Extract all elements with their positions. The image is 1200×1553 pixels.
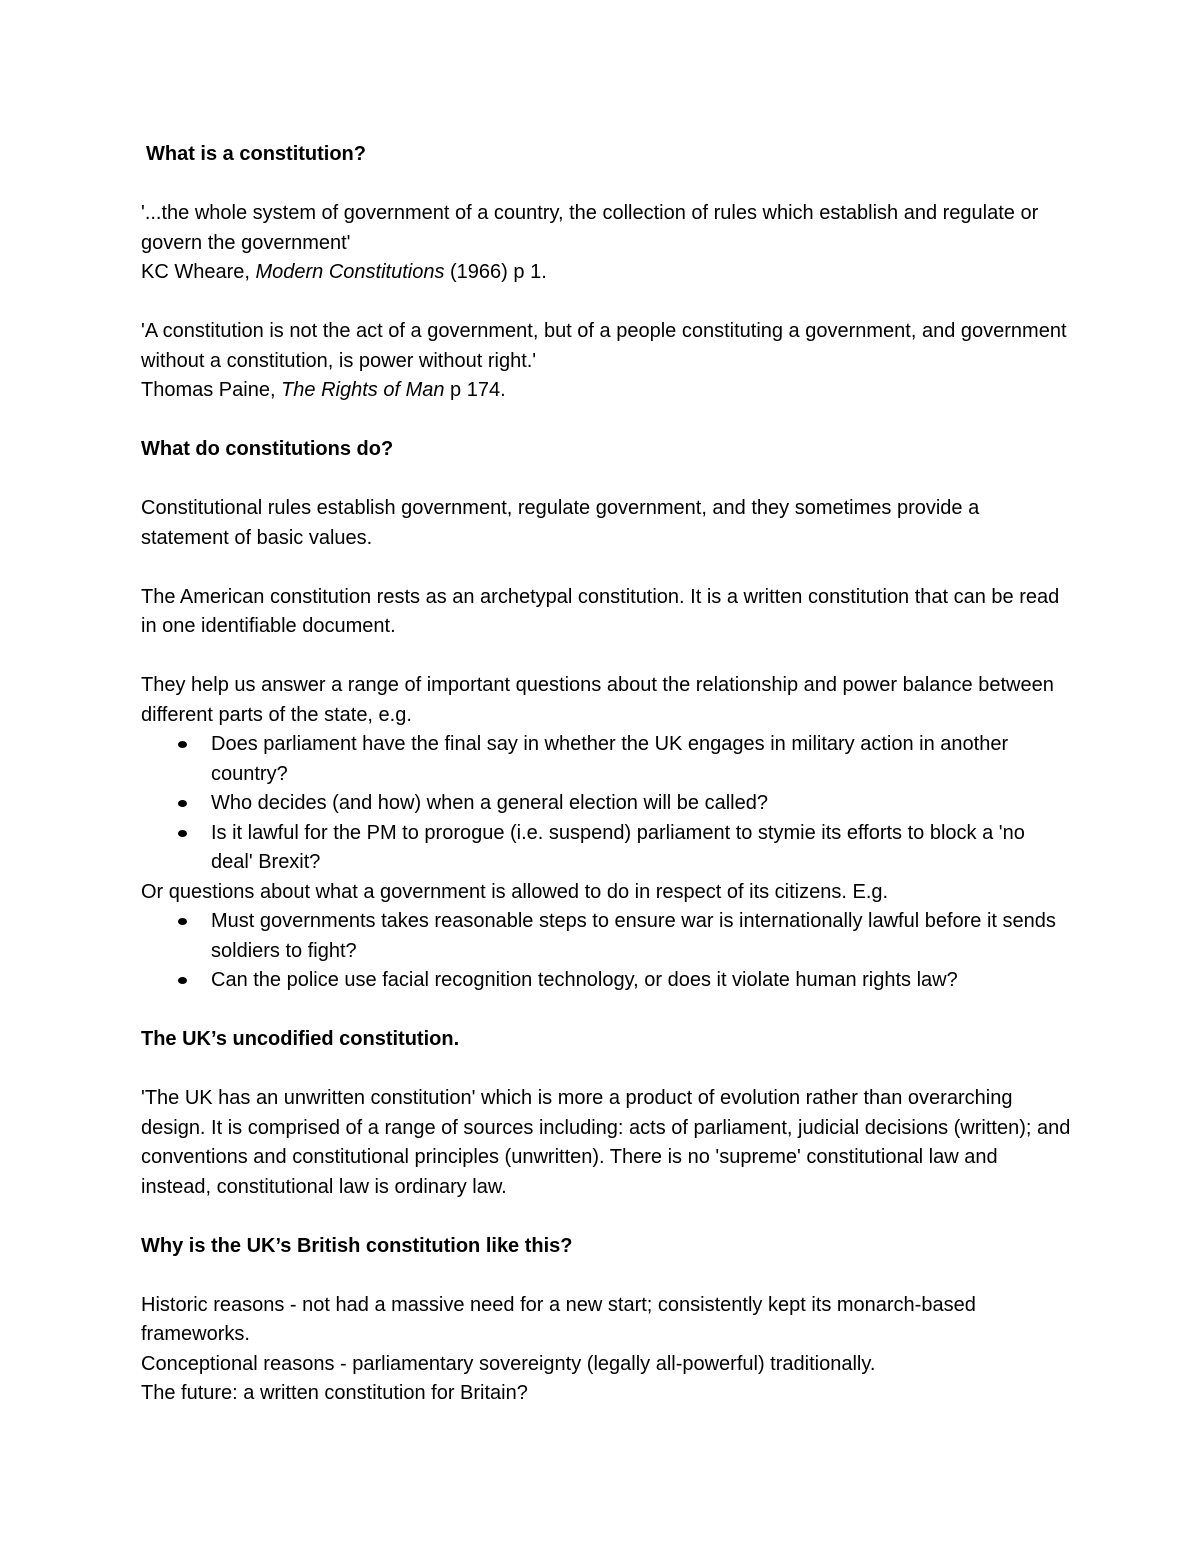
list-item: [141, 730, 1071, 789]
heading-what-do-constitutions-do: What do constitutions do?: [141, 438, 394, 460]
spacer: [141, 1055, 1071, 1085]
heading-uk-uncodified: The UK’s uncodified constitution.: [141, 1028, 460, 1050]
citation-wheare: [141, 258, 1071, 288]
quote-paine: 'A constitution is not the act of a government, but of a people constituting a government, and government without a constitution, is power without right.': [141, 320, 1067, 372]
bullet-icon: [178, 741, 187, 748]
spacer: [141, 288, 1071, 318]
list-item-text: Must governments takes reasonable steps to ensure war is internationally lawful before it sends soldiers to fight?: [211, 910, 1056, 962]
citation-title: The Rights of Man: [281, 379, 445, 401]
heading-what-is-a-constitution: What is a constitution?: [146, 143, 366, 165]
bullet-list-state-questions: [141, 730, 1071, 878]
heading-why-uk: Why is the UK’s British constitution like this?: [141, 1234, 573, 1257]
list-item-text: Does parliament have the final say in whether the UK engages in military action in another country?: [211, 733, 1009, 785]
citation-rest: p 174.: [444, 379, 506, 401]
paragraph-citizens: Or questions about what a government is allowed to do in respect of its citizens. E.g.: [141, 880, 889, 903]
spacer: [141, 465, 1071, 495]
paragraph-historic: Historic reasons - not had a massive need for a new start; consistently kept its monarch-based frameworks.: [141, 1293, 976, 1345]
paragraph-conceptional: Conceptional reasons - parliamentary sovereignty (legally all-powerful) traditionally.: [141, 1352, 876, 1375]
bullet-list-citizen-questions: [141, 907, 1071, 996]
citation-rest: (1966) p 1.: [444, 261, 547, 283]
spacer: [141, 1261, 1071, 1291]
citation-title: Modern Constitutions: [255, 261, 445, 283]
paragraph-american: The American constitution rests as an archetypal constitution. It is a written constitution that can be read in one identifiable document.: [141, 585, 1060, 637]
spacer: [141, 170, 1071, 200]
paragraph-questions: They help us answer a range of important questions about the relationship and power balance between different parts of the state, e.g.: [141, 674, 1054, 726]
list-item: [141, 907, 1071, 966]
document-page: [141, 140, 1071, 1409]
list-item: [141, 819, 1071, 878]
paragraph-rules: Constitutional rules establish government, regulate government, and they sometimes provide a statement of basic values.: [141, 497, 980, 549]
quote-wheare: '...the whole system of government of a country, the collection of rules which establish and regulate or govern the government': [141, 202, 1039, 254]
list-item: [141, 966, 1071, 996]
spacer: [141, 996, 1071, 1026]
bullet-icon: [178, 830, 187, 837]
list-item-text: Is it lawful for the PM to prorogue (i.e. suspend) parliament to stymie its efforts to block a 'no deal' Brexit?: [211, 821, 1025, 873]
list-item-text: Who decides (and how) when a general election will be called?: [211, 792, 768, 814]
citation-author: Thomas Paine,: [141, 379, 282, 401]
spacer: [141, 406, 1071, 436]
spacer: [141, 642, 1071, 672]
citation-paine: [141, 376, 1071, 406]
spacer: [141, 1202, 1071, 1232]
citation-author: KC Wheare,: [141, 261, 256, 283]
paragraph-unwritten: 'The UK has an unwritten constitution' which is more a product of evolution rather than overarching design. It is comprised of a range of sources including: acts of parliament, judicial decisions (written); and conventions and constitutional principles (unwritten). There is no 'supreme' constitutional law and instead, constitutional law is ordinary law.: [141, 1087, 1071, 1198]
bullet-icon: [178, 977, 187, 984]
spacer: [141, 553, 1071, 583]
list-item-text: Can the police use facial recognition technology, or does it violate human rights law?: [211, 969, 958, 991]
bullet-icon: [178, 918, 187, 925]
list-item: [141, 789, 1071, 819]
bullet-icon: [178, 800, 187, 807]
paragraph-future: The future: a written constitution for Britain?: [141, 1382, 528, 1404]
